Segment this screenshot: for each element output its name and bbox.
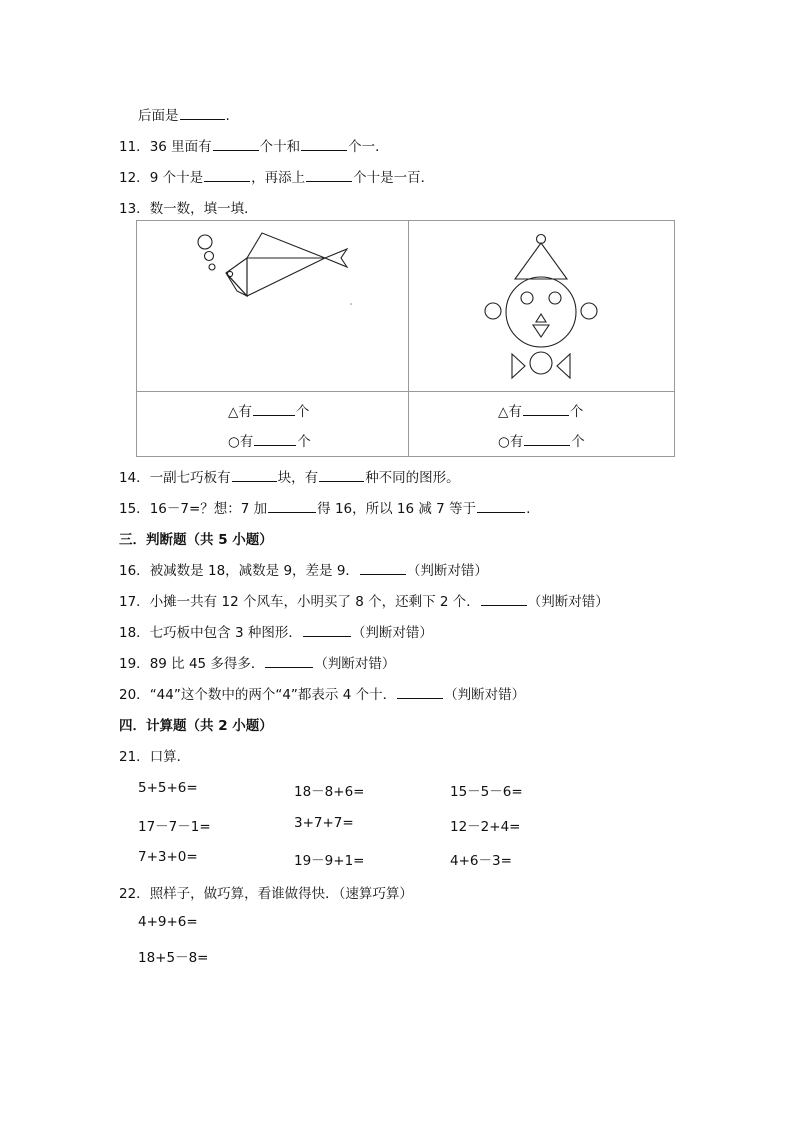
- table-divider: [137, 391, 674, 392]
- calc-item: 7+3+0=: [138, 849, 198, 865]
- calc-item: 18－8+6=: [294, 784, 365, 800]
- circle-count-right: ○有 个: [498, 434, 585, 450]
- bow-right-triangle: [557, 354, 570, 378]
- question-13: 13．数一数，填一填．: [119, 201, 258, 217]
- bubble-small: [209, 264, 215, 270]
- answer-blank[interactable]: [524, 432, 570, 446]
- bubble-medium: [205, 252, 214, 261]
- clown-body-circle: [530, 352, 552, 374]
- clown-ear-right: [581, 303, 597, 319]
- triangle-count-left: △有 个: [228, 404, 310, 420]
- clown-figure: [409, 221, 676, 391]
- fish-tail-triangle: [325, 249, 347, 267]
- answer-blank[interactable]: [303, 623, 351, 637]
- calc-item: 18+5－8=: [138, 950, 209, 966]
- answer-blank[interactable]: [397, 685, 443, 699]
- fish-body-triangle: [247, 258, 325, 296]
- clown-mouth-triangle: [533, 325, 549, 337]
- answer-blank[interactable]: [360, 561, 406, 575]
- calc-item: 4+6－3=: [450, 853, 512, 869]
- clown-eye-left: [521, 292, 533, 304]
- answer-blank[interactable]: [232, 468, 277, 482]
- calc-item: 4+9+6=: [138, 914, 198, 930]
- question-18: 18．七巧板中包含 3 种图形． （判断对错）: [119, 625, 433, 641]
- fish-fin-triangle: [247, 233, 325, 258]
- answer-blank[interactable]: [253, 402, 295, 416]
- answer-blank[interactable]: [306, 168, 352, 182]
- question-16: 16．被减数是 18，减数是 9，差是 9． （判断对错）: [119, 563, 488, 579]
- counting-table: [136, 220, 675, 457]
- answer-blank[interactable]: [301, 137, 347, 151]
- calc-item: 19－9+1=: [294, 853, 365, 869]
- answer-blank[interactable]: [477, 499, 525, 513]
- circle-count-left: ○有 个: [228, 434, 311, 450]
- calc-item: 17－7－1=: [138, 819, 211, 835]
- calc-item: 5+5+6=: [138, 780, 198, 796]
- answer-blank[interactable]: [319, 468, 364, 482]
- calc-item: 15－5－6=: [450, 784, 523, 800]
- fish-figure: [137, 221, 408, 391]
- answer-blank[interactable]: [265, 654, 313, 668]
- clown-ear-left: [485, 303, 501, 319]
- fish-eye: [227, 271, 232, 276]
- clown-nose-triangle: [536, 314, 546, 322]
- answer-blank[interactable]: [268, 499, 316, 513]
- section-heading-calculation: 四．计算题（共 2 小题）: [119, 718, 273, 734]
- question-10-tail: 后面是 .: [138, 108, 230, 124]
- question-12: 12．9 个十是 ，再添上 个十是一百．: [119, 170, 435, 186]
- question-22: 22．照样子，做巧算，看谁做得快．（速算巧算）: [119, 886, 413, 902]
- calc-item: 3+7+7=: [294, 815, 354, 831]
- bubble-large: [198, 235, 212, 249]
- calc-item: 12－2+4=: [450, 819, 521, 835]
- question-17: 17．小摊一共有 12 个风车，小明买了 8 个，还剩下 2 个． （判断对错）: [119, 594, 609, 610]
- question-21: 21．口算．: [119, 749, 191, 765]
- question-15: 15．16－7=？想：7 加 得 16，所以 16 减 7 等于 .: [119, 501, 531, 517]
- answer-blank[interactable]: [204, 168, 250, 182]
- answer-blank[interactable]: [213, 137, 259, 151]
- question-19: 19．89 比 45 多得多． （判断对错）: [119, 656, 396, 672]
- section-heading-judgement: 三．判断题（共 5 小题）: [119, 532, 273, 548]
- question-20: 20．“44”这个数中的两个“4”都表示 4 个十． （判断对错）: [119, 687, 526, 703]
- triangle-count-right: △有 个: [498, 404, 584, 420]
- answer-blank[interactable]: [523, 402, 569, 416]
- answer-blank[interactable]: [180, 106, 225, 120]
- bow-left-triangle: [512, 354, 525, 378]
- answer-blank[interactable]: [254, 432, 296, 446]
- clown-eye-right: [549, 292, 561, 304]
- hat-triangle: [515, 243, 567, 279]
- question-11: 11．36 里面有 个十和 个一．: [119, 139, 389, 155]
- answer-blank[interactable]: [481, 592, 527, 606]
- question-14: 14．一副七巧板有 块，有 种不同的图形。: [119, 470, 460, 486]
